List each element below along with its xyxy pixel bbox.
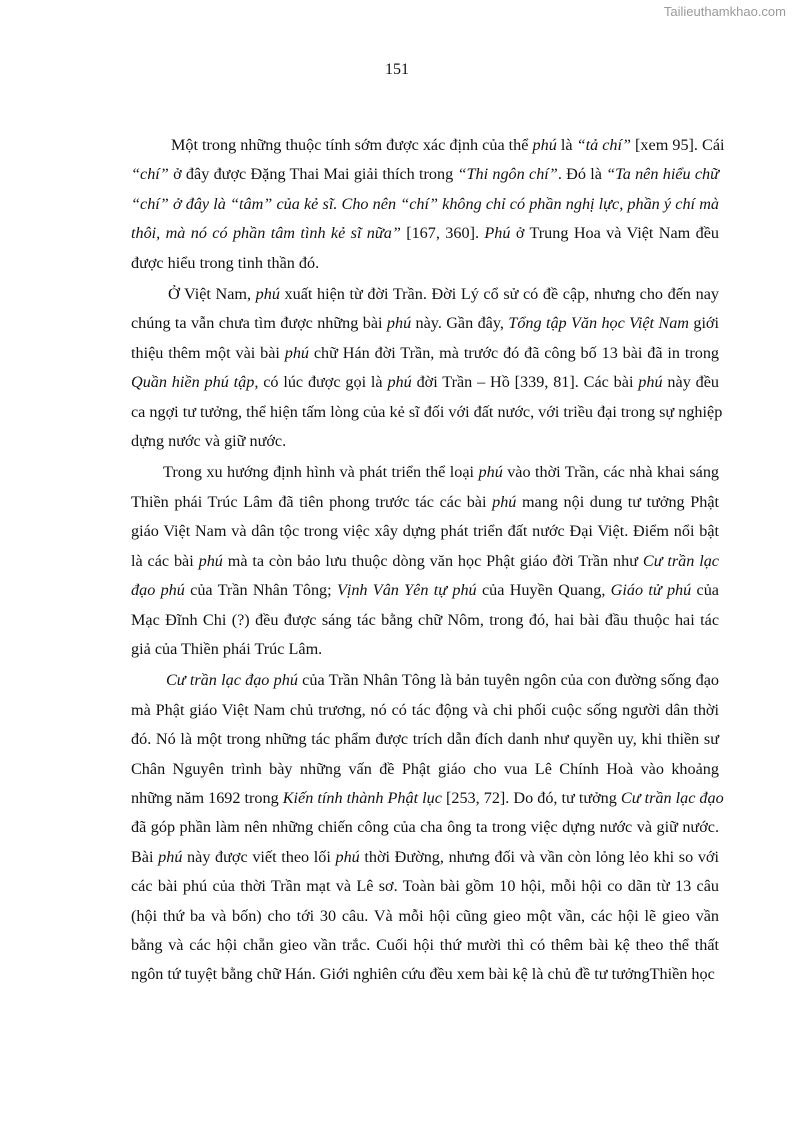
text-line (131, 872, 719, 901)
italic-segment: “chí” (131, 165, 169, 184)
text-segment: ca ngợi tư tưởng, thể hiện tấm lòng của kẻ sĩ đối với đất nước, với triều đại trong sự nghiệp (131, 402, 723, 421)
italic-segment: Cư trần lạc (642, 551, 719, 570)
text-line (131, 960, 719, 989)
text-segment: của Huyền Quang, (476, 581, 611, 600)
text-line (131, 635, 719, 664)
text-segment: thiệu thêm một vài bài (131, 343, 285, 362)
text-line (131, 517, 719, 546)
text-segment: ngôn tứ tuyệt bằng chữ Hán. Giới nghiên cứu đều xem bài kệ là chủ đề tư tưởngThiền học (131, 965, 715, 984)
text-segment: đời Trần – Hồ [339, 81]. Các bài (411, 373, 639, 392)
text-segment: mà Phật giáo Việt Nam chủ trương, nó có tác động và chi phối cuộc sống người dân thời (131, 700, 719, 719)
text-segment: này. Gần đây, (411, 314, 509, 333)
text-segment: (hội thứ ba và bốn) cho tới 30 câu. Và mỗi hội cũng gieo một vần, các hội lẽ gieo vần (131, 906, 719, 925)
text-line (131, 784, 724, 813)
italic-segment: Phú (484, 224, 511, 243)
text-segment: Ở Việt Nam, (168, 285, 256, 304)
italic-segment: Tổng tập Văn học Việt Nam (508, 314, 689, 333)
italic-segment: Cư trần lạc đạo phú (166, 671, 298, 690)
italic-segment: phú (387, 373, 412, 392)
text-segment: Trong xu hướng định hình và phát triển thể loại (163, 463, 479, 482)
text-segment: Thiền phái Trúc Lâm đã tiên phong trước tác các bài (131, 492, 493, 511)
italic-segment: phú (198, 551, 223, 570)
text-segment: những năm 1692 trong (131, 788, 283, 807)
text-line (131, 606, 719, 635)
text-segment: giả của Thiền phái Trúc Lâm. (131, 639, 323, 658)
text-segment: này đều (662, 373, 719, 392)
italic-segment: phú (492, 492, 517, 511)
italic-segment: phú (335, 847, 360, 866)
text-segment: ở đây được Đặng Thai Mai giải thích trong (168, 165, 458, 184)
text-segment: mang nội dung tư tưởng Phật (516, 492, 719, 511)
text-segment: chữ Hán đời Trần, mà trước đó đã công bố 13 bài đã in trong (309, 343, 720, 362)
text-segment: Bài (131, 847, 159, 866)
text-line (131, 488, 719, 517)
text-line (131, 280, 719, 309)
text-line (131, 131, 725, 160)
text-segment: mà ta còn bảo lưu thuộc dòng văn học Phật giáo đời Trần như (222, 551, 643, 570)
text-segment: vào thời Trần, các nhà khai sáng (502, 463, 720, 482)
text-segment: Một trong những thuộc tính sớm được xác định của thể (171, 136, 533, 154)
text-segment: giáo Việt Nam và dân tộc trong việc xây dựng phát triển đất nước Đại Việt. Điểm nổi bật (131, 522, 719, 541)
text-segment: dựng nước và giữ nước. (131, 432, 287, 451)
text-segment: của Trần Nhân Tông; (184, 581, 337, 600)
text-line (131, 725, 719, 754)
watermark-text: Tailieuthamkhao.com (663, 4, 786, 19)
text-segment: . Đó là (557, 165, 607, 184)
italic-segment: đạo phú (131, 581, 185, 600)
text-segment: được hiểu trong tinh thần đó. (131, 253, 320, 272)
text-segment: [167, 360]. (400, 224, 485, 243)
italic-segment: thôi, mà nó có phần tâm tình kẻ sĩ nữa” (131, 224, 401, 243)
paragraph-4 (131, 666, 724, 989)
text-segment: đã góp phần làm nên những chiến công của cha ông ta trong việc dựng nước và giữ nước. (131, 818, 719, 837)
italic-segment: phú (478, 463, 503, 482)
text-segment: xuất hiện từ đời Trần. Đời Lý cổ sử có đề cập, nhưng cho đến nay (279, 285, 719, 304)
paragraph-3 (131, 458, 719, 664)
text-segment: Mạc Đĩnh Chi (?) đều được sáng tác bằng chữ Nôm, trong đó, hai bài đầu thuộc hai tác (131, 610, 719, 629)
text-segment: này được viết theo lối (182, 847, 336, 866)
text-line (131, 368, 719, 397)
text-segment: chúng ta vẫn chưa tìm được những bài (131, 314, 387, 333)
page-number: 151 (385, 61, 409, 78)
text-line (131, 576, 719, 605)
italic-segment: phú (158, 847, 183, 866)
text-line (131, 666, 719, 695)
italic-segment: phú (386, 314, 412, 333)
text-line (131, 339, 719, 368)
text-line (131, 190, 719, 219)
text-segment: giới (688, 314, 719, 333)
text-segment: là các bài (131, 551, 199, 570)
text-segment: là (556, 136, 577, 154)
text-segment: đó. Nó là một trong những tác phẩm được trích dẫn đích danh như quyền uy, khi thiền sư (131, 730, 719, 749)
text-line (131, 755, 719, 784)
text-line (131, 547, 719, 576)
italic-segment: phú (638, 373, 663, 392)
text-line (131, 458, 719, 487)
text-segment: có lúc được gọi là (258, 373, 388, 392)
italic-segment: Quần hiền phú tập, (131, 373, 259, 392)
text-segment: các bài phú của thời Trần mạt và Lê sơ. Toàn bài gồm 10 hội, mỗi hội co dãn từ 13 câu (131, 877, 719, 896)
text-line (131, 160, 719, 189)
text-segment: [253, 72]. Do đó, tư tưởng (441, 788, 621, 807)
text-line (131, 902, 719, 931)
text-line (131, 931, 719, 960)
text-segment: của (691, 581, 719, 600)
text-line (131, 309, 719, 338)
italic-segment: Vịnh Vân Yên tự phú (336, 581, 477, 600)
text-line (131, 219, 719, 248)
italic-segment: “tả chí” (576, 136, 631, 154)
italic-segment: “Thi ngôn chí” (457, 165, 558, 184)
italic-segment: phú (532, 136, 557, 154)
text-segment: ở Trung Hoa và Việt Nam đều (510, 224, 719, 243)
body-text (131, 131, 725, 992)
text-line (131, 398, 723, 427)
italic-segment: Kiến tính thành Phật lục (282, 788, 442, 807)
paragraph-2 (131, 280, 723, 456)
italic-segment: phú (284, 343, 310, 362)
italic-segment: “chí” ở đây là “tâm” của kẻ sĩ. Cho nên “chí” không chỉ có phần nghị lực, phần ý chí mà (131, 194, 719, 213)
text-line (131, 843, 719, 872)
text-segment: Chân Nguyên trình bày những vấn đề Phật giáo cho vua Lê Chính Hoà vào khoảng (131, 759, 719, 778)
text-line (131, 696, 719, 725)
text-line (131, 249, 719, 278)
text-segment: của Trần Nhân Tông là bản tuyên ngôn của con đường sống đạo (297, 671, 719, 690)
italic-segment: “Ta nên hiểu chữ (606, 165, 719, 184)
paragraph-1 (131, 131, 725, 278)
text-line (131, 813, 719, 842)
text-segment: thời Đường, nhưng đối và vần còn lỏng lẻo khi so với (359, 847, 719, 866)
italic-segment: phú (255, 285, 280, 304)
text-segment: bằng và các hội chẵn gieo vần trắc. Cuối hội thứ mười thì có thêm bài kệ theo thể thất (131, 935, 719, 954)
text-line (131, 427, 719, 456)
italic-segment: Cư trần lạc đạo (620, 788, 724, 807)
italic-segment: Giáo tử phú (610, 581, 692, 600)
text-segment: [xem 95]. Cái (631, 136, 725, 154)
